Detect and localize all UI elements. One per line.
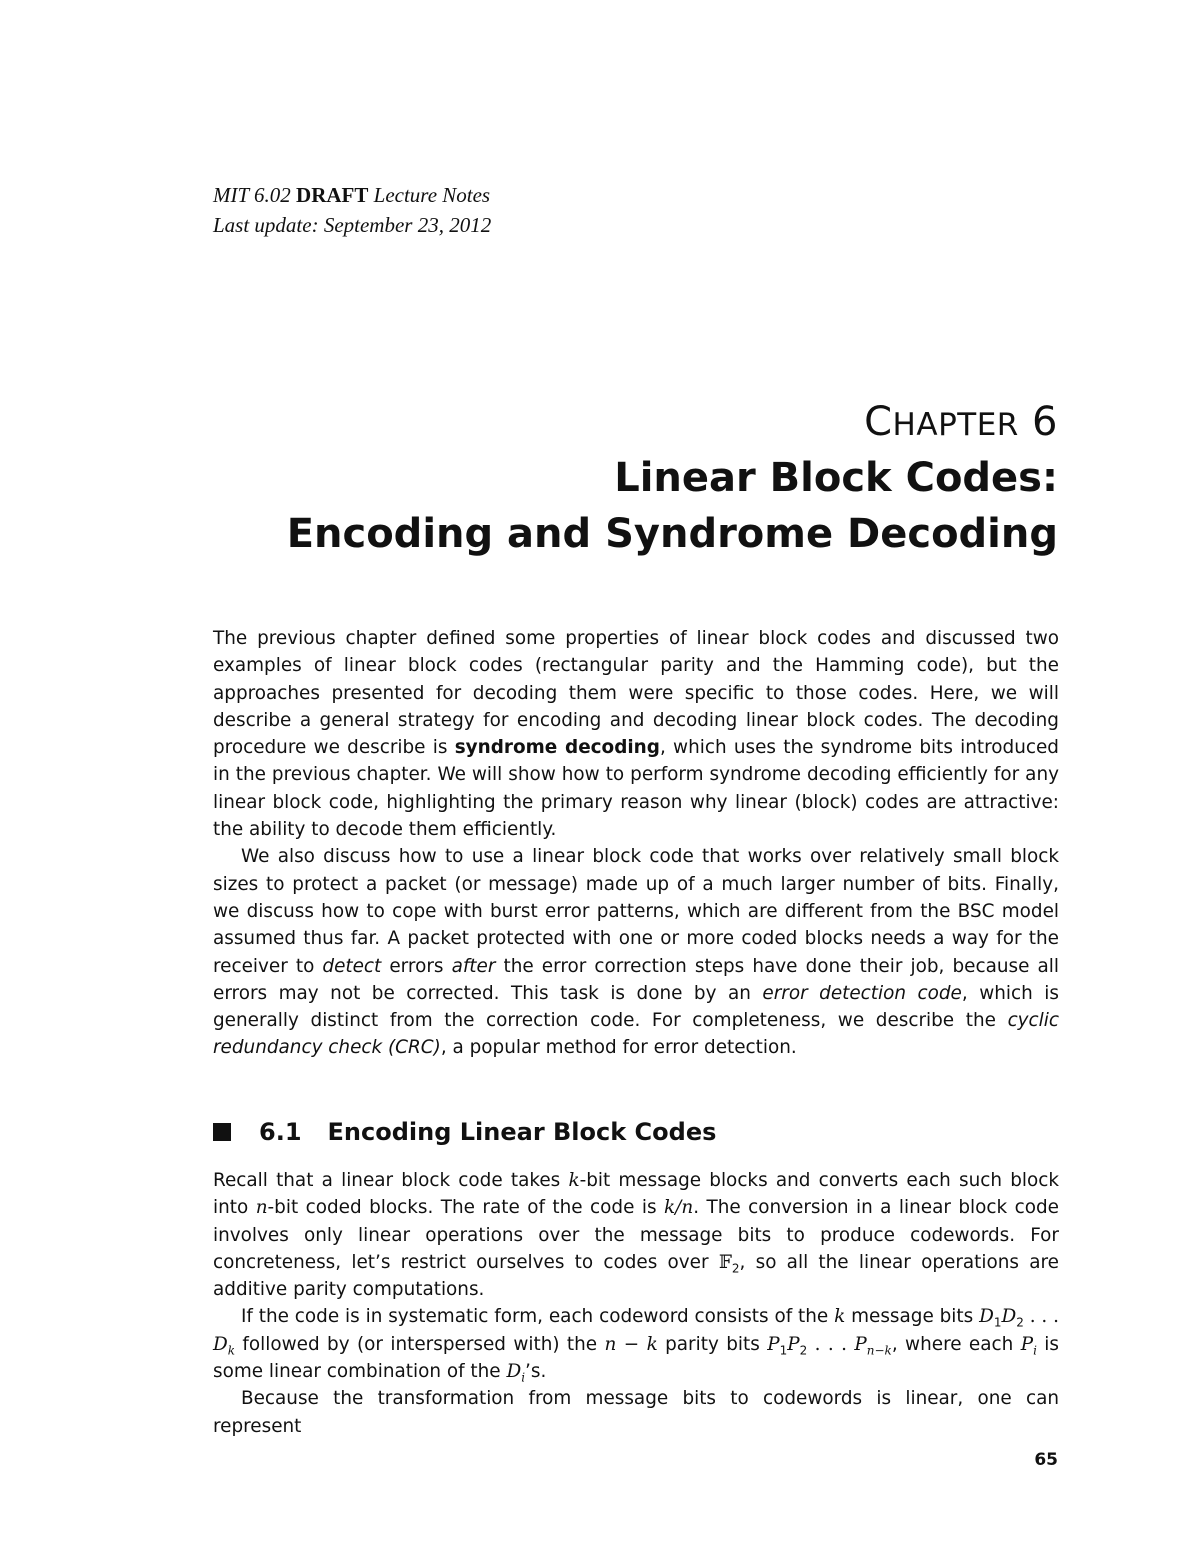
- term-crc: cyclic redundancy check (CRC): [213, 1010, 1059, 1059]
- section-paragraph-3: Because the transformation from message bits to codewords is linear, one can represent: [213, 1388, 1059, 1437]
- header-line-1: [213, 180, 491, 210]
- intro-text: [213, 625, 1059, 1062]
- section-square-icon: [213, 1123, 231, 1141]
- chapter-heading: [287, 398, 1058, 561]
- chapter-label: [287, 398, 1058, 449]
- section-paragraph-2: If the code is in systematic form, each codeword consists of the k message bits $D_1D_2$ . . . $D_k$ followed by (or interspersed with) the n − k parity bits $P_1P_2$ . . . $P_{n-k}$, where each $P_i$ is some linear combination of the $D_i’s$.: [213, 1306, 1059, 1385]
- term-detect: detect: [322, 955, 382, 977]
- chapter-number: 6: [1032, 399, 1058, 445]
- header-lecture-notes: Lecture Notes: [373, 183, 491, 207]
- intro-paragraph-1: The previous chapter defined some properties of linear block codes and discussed two examples of linear block codes (rectangular parity and the Hamming code), but the approaches presented for decoding them were specific to those codes. Here, we will describe a general strategy for encoding and decoding linear block codes. The decoding procedure we describe is syndrome decoding, which uses the syndrome bits introduced in the previous chapter. We will show how to perform syndrome decoding efficiently for any linear block code, highlighting the primary reason why linear (block) codes are attractive: the ability to decode them efficiently.: [213, 628, 1059, 841]
- term-error-detection-code: error detection code: [762, 982, 962, 1004]
- chapter-title-line-1: Linear Block Codes:: [614, 455, 1058, 501]
- term-syndrome-decoding: syndrome decoding: [454, 737, 660, 759]
- term-after: after: [451, 955, 496, 977]
- chapter-label-initial: C: [864, 399, 893, 445]
- section-number: 6.1: [259, 1118, 302, 1146]
- intro-paragraph-2: We also discuss how to use a linear block code that works over relatively small block sizes to protect a packet (or message) made up of a much larger number of bits. Finally, we discuss how to cope with burst error patterns, which are different from the BSC model assumed thus far. A packet protected with one or more coded blocks needs a way for the receiver to detect errors after the error correction steps have done their job, because all errors may not be corrected. This task is done by an error detection code, which is generally distinct from the correction code. For completeness, we describe the cyclic redundancy check (CRC), a popular method for error detection.: [213, 846, 1059, 1059]
- chapter-title-line-2: Encoding and Syndrome Decoding: [286, 511, 1058, 557]
- header-course: MIT 6.02: [213, 183, 291, 207]
- page-number: 65: [1034, 1450, 1058, 1470]
- section-paragraph-1: Recall that a linear block code takes k-bit message blocks and converts each such block into n-bit coded blocks. The rate of the code is k/n. The conversion in a linear block code involves only linear operations over the message bits to produce codewords. For concreteness, let’s restrict ourselves to codes over 𝔽$_2$, so all the linear operations are additive parity computations.: [213, 1170, 1059, 1301]
- section-text: [213, 1167, 1059, 1440]
- running-header: [213, 180, 491, 240]
- chapter-label-rest: HAPTER: [892, 407, 1019, 443]
- header-last-update: Last update: September 23, 2012: [213, 213, 492, 237]
- section-heading: [213, 1116, 716, 1148]
- header-draft: DRAFT: [296, 183, 369, 207]
- section-title: Encoding Linear Block Codes: [327, 1118, 717, 1146]
